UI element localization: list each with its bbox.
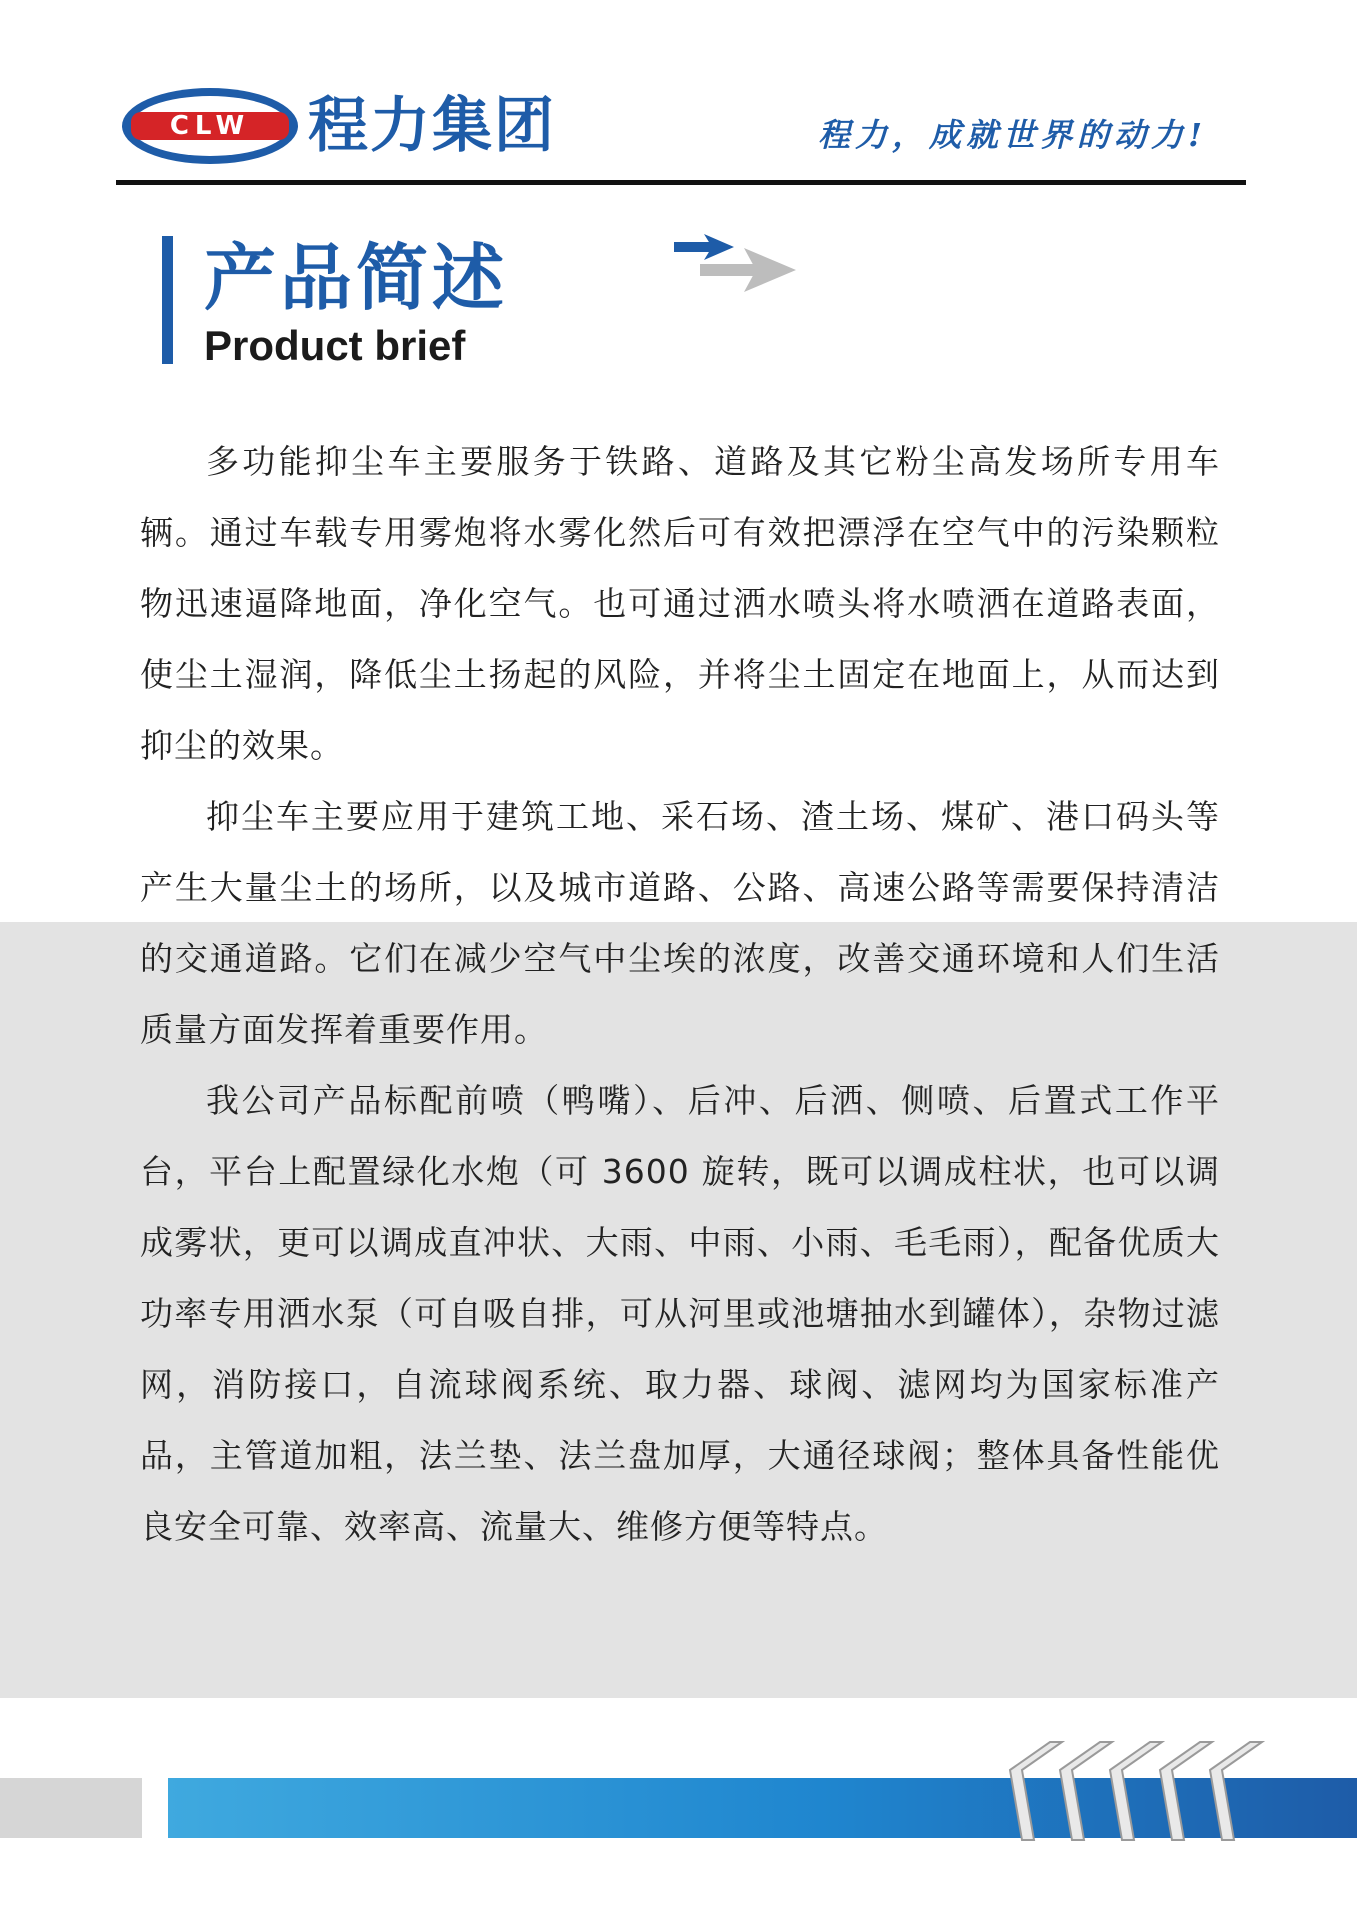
paragraph-configuration: 我公司产品标配前喷（鸭嘴）、后冲、后洒、侧喷、后置式工作平台，平台上配置绿化水炮（可 3600 旋转，既可以调成柱状，也可以调成雾状，更可以调成直冲状、大雨、中雨、小雨、毛毛雨），配备优质大功率专用洒水泵（可自吸自排，可从河里或池塘抽水到罐体），杂物过滤网，消防接口，自流球阀系统、取力器、球阀、滤网均为国家标准产品，主管道加粗，法兰垫、法兰盘加厚，大通径球阀；整体具备性能优良安全可靠、效率高、流量大、维修方便等特点。 — [140, 1081, 1220, 1546]
paragraph-intro: 多功能抑尘车主要服务于铁路、道路及其它粉尘高发场所专用车辆。通过车载专用雾炮将水雾化然后可有效把漂浮在空气中的污染颗粒物迅速逼降地面，净化空气。也可通过洒水喷头将水喷洒在道路表面，使尘土湿润，降低尘土扬起的风险，并将尘土固定在地面上，从而达到抑尘的效果。 — [140, 442, 1220, 765]
arrow-right-icon — [672, 234, 802, 334]
chevron-decoration-icon — [990, 1740, 1357, 1860]
page-footer — [0, 1740, 1357, 1860]
logo-letters: CLW — [131, 112, 289, 140]
clw-logo — [122, 88, 298, 164]
header-divider — [116, 180, 1246, 185]
section-subtitle: Product brief — [204, 322, 466, 369]
section-title: 产品简述 — [204, 236, 509, 320]
section-accent-bar — [162, 236, 173, 364]
product-description — [140, 426, 1220, 1562]
paragraph-applications: 抑尘车主要应用于建筑工地、采石场、渣土场、煤矿、港口码头等产生大量尘土的场所，以及城市道路、公路、高速公路等需要保持清洁的交通道路。它们在减少空气中尘埃的浓度，改善交通环境和人们生活质量方面发挥着重要作用。 — [140, 797, 1220, 1049]
slogan: 程力，成就世界的动力! — [818, 116, 1208, 154]
footer-gray-block — [0, 1778, 142, 1838]
page-header — [0, 0, 1357, 190]
company-name: 程力集团 — [308, 91, 556, 161]
